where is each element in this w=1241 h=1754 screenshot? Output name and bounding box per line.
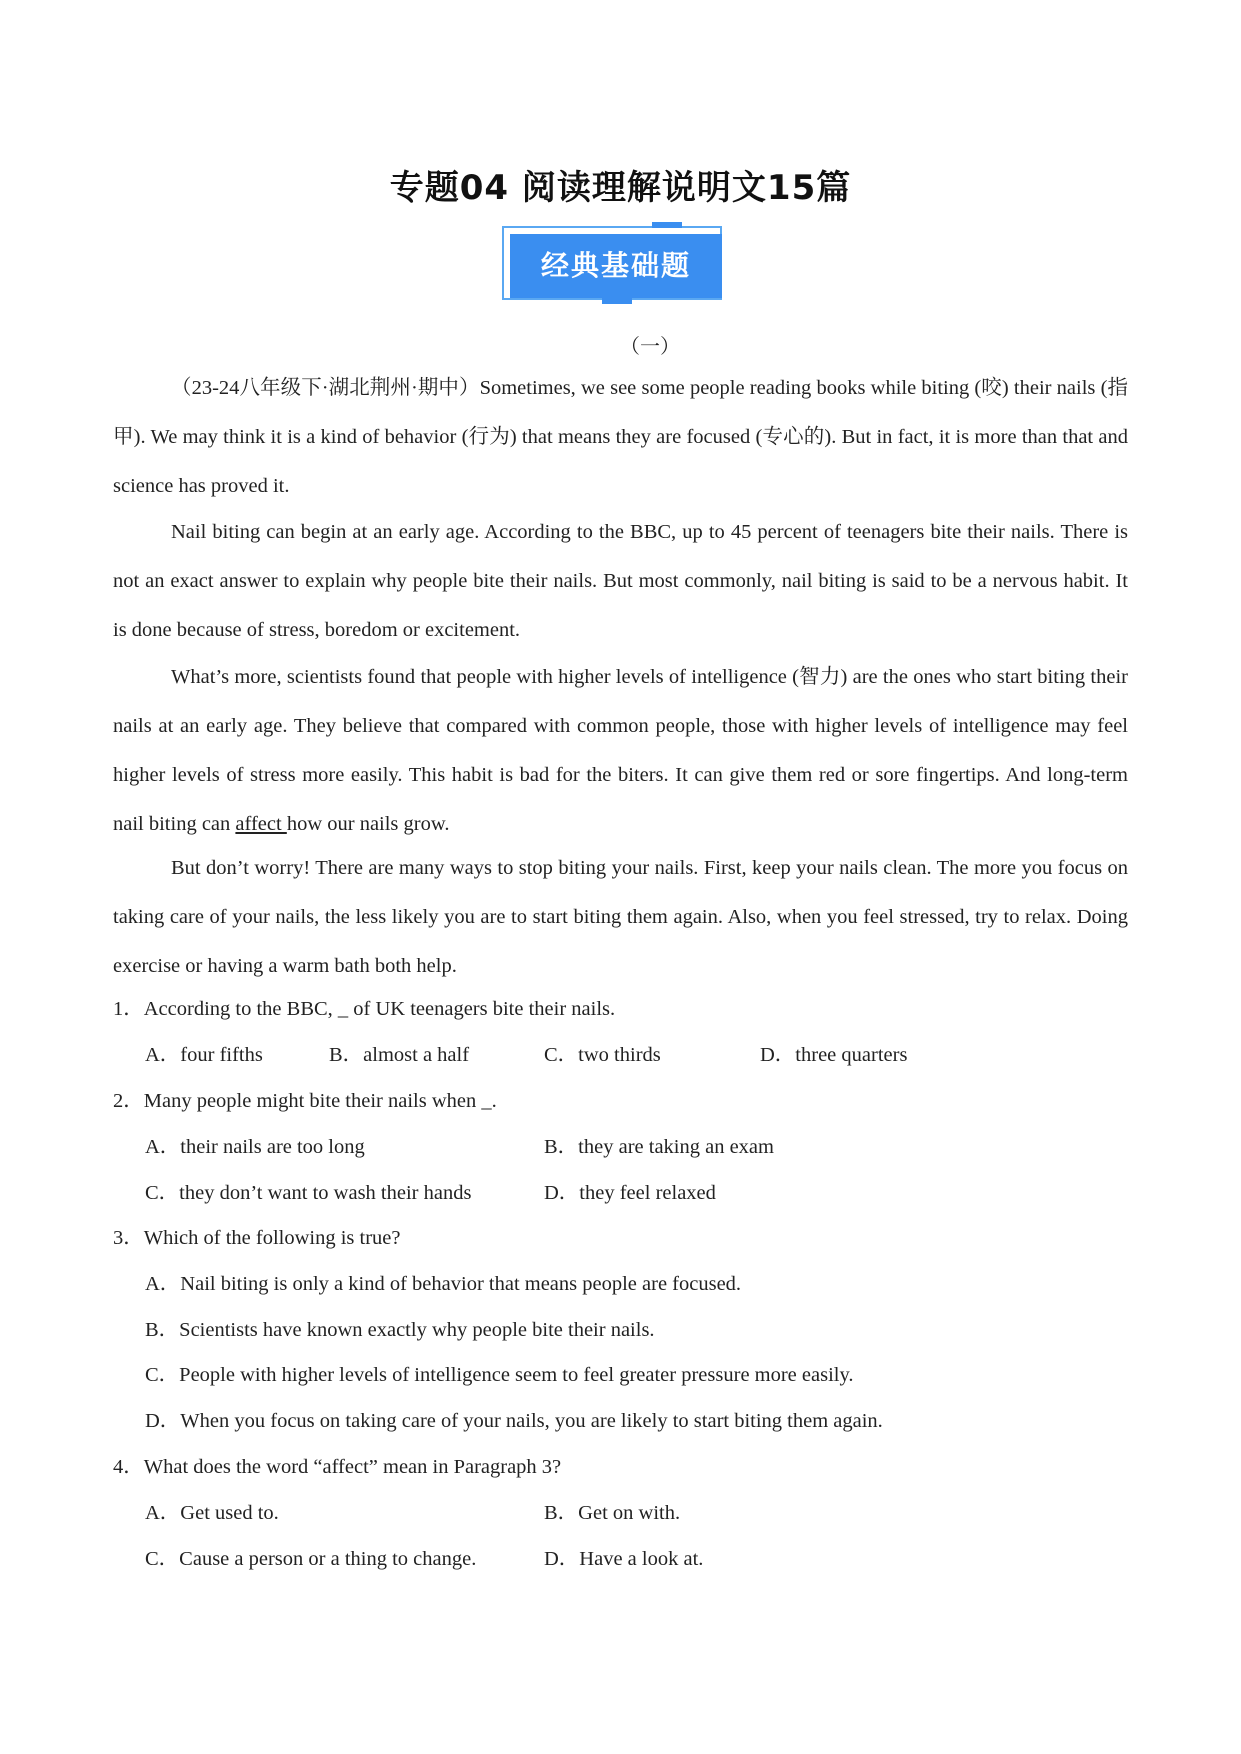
page-title: 专题04 阅读理解说明文15篇: [389, 168, 852, 208]
question-option: C．they don’t want to wash their hands: [145, 1182, 472, 1204]
question-option: B．almost a half: [329, 1044, 470, 1066]
question-option: C．two thirds: [544, 1044, 661, 1066]
passage-paragraph-4: But don’t worry! There are many ways to stop biting your nails. First, keep your nails clean. The more you focus on taking care of your nails, the less likely you are to start biting them again. Also, when you feel stressed, try to relax. Doing exercise or having a warm bath both help.: [113, 857, 1128, 977]
question-option: A．Nail biting is only a kind of behavior that means people are focused.: [145, 1273, 742, 1295]
question-option: D．they feel relaxed: [544, 1182, 716, 1204]
question-option: C．People with higher levels of intelligence seem to feel greater pressure more easily.: [145, 1364, 854, 1386]
badge-decoration: [602, 298, 632, 304]
question-option: D．three quarters: [760, 1044, 908, 1066]
paragraph-text: What’s more, scientists found that people with higher levels of intelligence (智力) are the ones who start biting their nails at an early age. They believe that compared with common people, those with higher levels of intelligence may feel higher levels of stress more easily. This habit is bad for the biters. It can give them red or sore fingertips. And long-term nail biting can: [113, 666, 1128, 835]
paragraph-text: how our nails grow.: [286, 813, 450, 835]
question-stem: 2．Many people might bite their nails when _.: [113, 1090, 497, 1112]
question-option: A．four fifths: [145, 1044, 263, 1066]
underlined-word: affect: [235, 813, 287, 835]
question-stem: 3．Which of the following is true?: [113, 1227, 401, 1249]
section-badge: [502, 226, 728, 306]
badge-decoration: [652, 222, 682, 228]
question-option: B．Scientists have known exactly why people bite their nails.: [145, 1319, 655, 1341]
passage-paragraph-2: Nail biting can begin at an early age. According to the BBC, up to 45 percent of teenagers bite their nails. There is not an exact answer to explain why people bite their nails. But most commonly, nail biting is said to be a nervous habit. It is done because of stress, boredom or excitement.: [113, 521, 1128, 641]
badge-label: 经典基础题: [510, 234, 722, 298]
question-option: B．Get on with.: [544, 1502, 681, 1524]
passage-paragraph-3: [113, 653, 1128, 849]
question-option: D．When you focus on taking care of your nails, you are likely to start biting them again.: [145, 1410, 883, 1432]
question-stem: 1．According to the BBC, _ of UK teenagers bite their nails.: [113, 998, 616, 1020]
question-option: B．they are taking an exam: [544, 1136, 774, 1158]
question-option: A．their nails are too long: [145, 1136, 365, 1158]
question-option: A．Get used to.: [145, 1502, 279, 1524]
passage-paragraph-1: （23-24八年级下·湖北荆州·期中）Sometimes, we see some people reading books while biting (咬) their nails (指甲). We may think it is a kind of behavior (行为) that means they are focused (专心的). But in fact, it is more than that and science has proved it.: [113, 377, 1128, 497]
question-option: D．Have a look at.: [544, 1548, 704, 1570]
question-option: C．Cause a person or a thing to change.: [145, 1548, 477, 1570]
question-stem: 4．What does the word “affect” mean in Paragraph 3?: [113, 1456, 562, 1478]
section-number: （一）: [620, 336, 680, 358]
